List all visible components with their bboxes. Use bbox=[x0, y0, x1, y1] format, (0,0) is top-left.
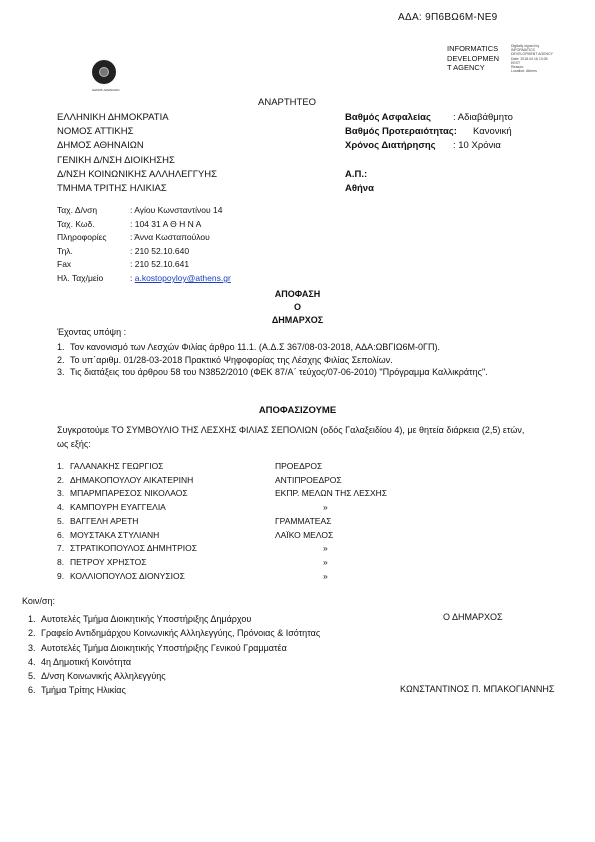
member-name: ΚΑΜΠΟΥΡΗ ΕΥΑΓΓΕΛΙΑ bbox=[70, 502, 166, 513]
priority-value: Κανονική bbox=[473, 126, 512, 138]
email-value bbox=[130, 272, 231, 286]
info-value: : Άννα Κωσταπούλου bbox=[130, 232, 210, 243]
signature-detail-line: EEST bbox=[511, 60, 521, 65]
signature-detail-line: Location: Athens bbox=[511, 69, 537, 74]
considering-text: Το υπ΄αριθμ. 01/28-03-2018 Πρακτικό Ψηφοφορίας της Λέσχης Φιλίας Σεπολίων. bbox=[70, 354, 393, 365]
contact-values bbox=[130, 204, 231, 286]
list-item: 5. Δ/νση Κοινωνικής Αλληλεγγύης bbox=[28, 671, 166, 682]
member-role: ΓΡΑΜΜΑΤΕΑΣ bbox=[275, 515, 332, 526]
distribution-label: Κοιν/ση: bbox=[22, 596, 55, 606]
email-label: Ηλ. Ταχ/μείο bbox=[57, 272, 104, 283]
postcode-label: Ταχ. Κωδ. bbox=[57, 218, 95, 229]
spacer bbox=[345, 154, 457, 168]
distribution-text: Αυτοτελές Τμήμα Διοικητικής Υποστήριξης Δημάρχου bbox=[41, 614, 252, 624]
member-role: » bbox=[323, 502, 328, 513]
intro-paragraph: Συγκροτούμε ΤΟ ΣΥΜΒΟΥΛΙΟ ΤΗΣ ΛΕΣΧΗΣ ΦΙΛΙΑΣ ΣΕΠΟΛΙΩΝ (οδός Γαλαξειδίου 4), με θητεία διάρκεια (2,5) ετών, ως εξής: bbox=[57, 425, 525, 449]
signature-detail-line: Reason: bbox=[511, 65, 525, 70]
retention-label: Χρόνος Διατήρησης bbox=[345, 140, 436, 152]
digital-signature-agency bbox=[447, 44, 499, 73]
member-name: ΠΕΤΡΟΥ ΧΡΗΣΤΟΣ bbox=[70, 556, 147, 567]
header-right-labels bbox=[345, 111, 457, 196]
document-title: ΑΝΑΡΤΗΤΕΟ bbox=[258, 97, 317, 108]
distribution-text: Δ/νση Κοινωνικής Αλληλεγγύης bbox=[41, 671, 166, 682]
signature-detail-line: DEVELOPMENT AGENCY bbox=[511, 52, 553, 57]
priority-label: Βαθμός Προτεραιότητας: bbox=[345, 126, 457, 138]
member-role: ΛΑΪΚΟ ΜΕΛΟΣ bbox=[275, 529, 334, 540]
security-level-value: : Αδιαβάθμητο bbox=[453, 112, 513, 123]
place-label: Αθήνα bbox=[345, 183, 374, 195]
decide-heading: ΑΠΟΦΑΣΙΖΟΥΜΕ bbox=[258, 405, 337, 416]
postcode-value: : 104 31 Α Θ Η Ν Α bbox=[130, 218, 202, 229]
decision-line: Ο bbox=[293, 301, 301, 312]
decision-line: ΑΠΟΦΑΣΗ bbox=[274, 289, 321, 299]
header-left bbox=[57, 111, 217, 196]
distribution-text: 4η Δημοτική Κοινότητα bbox=[41, 656, 132, 667]
table-row: 6. ΜΟΥΣΤΑΚΑ ΣΤΥΛΙΑΝΗ ΛΑΪΚΟ ΜΕΛΟΣ bbox=[57, 529, 387, 543]
distribution-text: Τμήμα Τρίτης Ηλικίας bbox=[41, 685, 126, 696]
member-role: ΑΝΤΙΠΡΟΕΔΡΟΣ bbox=[275, 474, 342, 485]
phone-label: Τηλ. bbox=[57, 245, 73, 256]
table-row: 1. ΓΑΛΑΝΑΚΗΣ ΓΕΩΡΓΙΟΣ ΠΡΟΕΔΡΟΣ bbox=[57, 460, 387, 474]
address-value: : Αγίου Κωνσταντίνου 14 bbox=[130, 205, 223, 215]
email-link[interactable]: a.kostopoyloy@athens.gr bbox=[134, 272, 231, 283]
member-name: ΜΟΥΣΤΑΚΑ ΣΤΥΛΙΑΝΗ bbox=[70, 529, 160, 540]
member-role: » bbox=[323, 556, 328, 567]
signature-title: Ο ΔΗΜΑΡΧΟΣ bbox=[443, 612, 503, 622]
table-row: 2. ΔΗΜΑΚΟΠΟΥΛΟΥ ΑΙΚΑΤΕΡΙΝΗ ΑΝΤΙΠΡΟΕΔΡΟΣ bbox=[57, 474, 387, 488]
email-prefix: : bbox=[130, 272, 135, 283]
signature-detail-line: Digitally signed by bbox=[511, 44, 540, 48]
signature-detail-line: Date: 2018.04.16 13:05 bbox=[511, 56, 548, 61]
list-item: 6. Τμήμα Τρίτης Ηλικίας bbox=[28, 685, 126, 696]
header-line: ΕΛΛΗΝΙΚΗ ΔΗΜΟΚΡΑΤΙΑ bbox=[57, 112, 169, 123]
info-label: Πληροφορίες bbox=[57, 232, 107, 243]
list-item: 1. Αυτοτελές Τμήμα Διοικητικής Υποστήριξης Δημάρχου bbox=[28, 614, 252, 624]
member-role: » bbox=[323, 543, 328, 554]
decision-heading bbox=[0, 288, 595, 326]
header-line: ΝΟΜΟΣ ΑΤΤΙΚΗΣ bbox=[57, 126, 134, 138]
table-row: 7. ΣΤΡΑΤΙΚΟΠΟΥΛΟΣ ΔΗΜΗΤΡΙΟΣ » bbox=[57, 542, 387, 556]
considering-text: Τις διατάξεις του άρθρου 58 του Ν3852/2010 (ΦΕΚ 87/Α΄ τεύχος/07-06-2010) "Πρόγραμμα Καλλικράτης". bbox=[70, 367, 488, 377]
table-row: 8. ΠΕΤΡΟΥ ΧΡΗΣΤΟΣ » bbox=[57, 556, 387, 570]
member-name: ΓΑΛΑΝΑΚΗΣ ΓΕΩΡΓΙΟΣ bbox=[70, 461, 164, 471]
header-line: ΤΜΗΜΑ ΤΡΙΤΗΣ ΗΛΙΚΙΑΣ bbox=[57, 183, 167, 195]
considering-list bbox=[57, 341, 525, 379]
municipality-seal-icon bbox=[92, 60, 116, 84]
member-role: ΕΚΠΡ. ΜΕΛΩΝ ΤΗΣ ΛΕΣΧΗΣ bbox=[275, 488, 388, 499]
digital-signature-details bbox=[511, 44, 553, 73]
considering-text: Τον κανονισμό των Λεσχών Φιλίας άρθρο 11.1. (Α.Δ.Σ 367/08-03-2018, ΑΔΑ:ΩΒΓΙΩ6Μ-0ΓΠ). bbox=[70, 342, 440, 352]
list-item: 4. 4η Δημοτική Κοινότητα bbox=[28, 656, 132, 667]
agency-line: INFORMATICS bbox=[447, 44, 499, 53]
member-role: ΠΡΟΕΔΡΟΣ bbox=[275, 461, 323, 471]
distribution-text: Γραφείο Αντιδημάρχου Κοινωνικής Αλληλεγγύης, Πρόνοιας & Ισότητας bbox=[41, 628, 321, 639]
member-name: ΣΤΡΑΤΙΚΟΠΟΥΛΟΣ ΔΗΜΗΤΡΙΟΣ bbox=[70, 543, 197, 554]
table-row: 5. ΒΑΓΓΕΛΗ ΑΡΕΤΗ ΓΡΑΜΜΑΤΕΑΣ bbox=[57, 515, 387, 529]
member-name: ΔΗΜΑΚΟΠΟΥΛΟΥ ΑΙΚΑΤΕΡΙΝΗ bbox=[70, 474, 194, 485]
list-item: 2. Το υπ΄αριθμ. 01/28-03-2018 Πρακτικό Ψηφοφορίας της Λέσχης Φιλίας Σεπολίων. bbox=[57, 354, 393, 365]
table-row: 4. ΚΑΜΠΟΥΡΗ ΕΥΑΓΓΕΛΙΑ » bbox=[57, 501, 387, 515]
table-row: 9. ΚΟΛΛΙΟΠΟΥΛΟΣ ΔΙΟΝΥΣΙΟΣ » bbox=[57, 570, 387, 584]
retention-value: : 10 Χρόνια bbox=[453, 140, 501, 152]
signature-detail-line: INFORMATICS bbox=[511, 48, 535, 53]
member-name: ΚΟΛΛΙΟΠΟΥΛΟΣ ΔΙΟΝΥΣΙΟΣ bbox=[70, 570, 185, 581]
agency-line: T AGENCY bbox=[447, 63, 485, 72]
fax-label: Fax bbox=[57, 259, 72, 270]
list-item: 2. Γραφείο Αντιδημάρχου Κοινωνικής Αλληλεγγύης, Πρόνοιας & Ισότητας bbox=[28, 628, 321, 639]
ada-code: ΑΔΑ: 9Π6ΒΩ6Μ-ΝΕ9 bbox=[398, 12, 498, 23]
member-role: » bbox=[323, 570, 328, 581]
protocol-label: Α.Π.: bbox=[345, 168, 368, 180]
decision-line: ΔΗΜΑΡΧΟΣ bbox=[271, 314, 324, 325]
considering-label: Έχοντας υπόψη : bbox=[57, 327, 127, 337]
phone-value: : 210 52.10.640 bbox=[130, 245, 190, 256]
members-list bbox=[57, 460, 387, 583]
header-right-values bbox=[453, 111, 513, 154]
distribution-text: Αυτοτελές Τμήμα Διοικητικής Υποστήριξης Γενικού Γραμματέα bbox=[41, 642, 287, 653]
seal-caption: ΔΗΜΟΣ ΑΘΗΝΑΙΩΝ bbox=[92, 88, 120, 92]
table-row: 3. ΜΠΑΡΜΠΑΡΕΣΟΣ ΝΙΚΟΛΑΟΣ ΕΚΠΡ. ΜΕΛΩΝ ΤΗΣ ΛΕΣΧΗΣ bbox=[57, 487, 387, 501]
member-name: ΜΠΑΡΜΠΑΡΕΣΟΣ ΝΙΚΟΛΑΟΣ bbox=[70, 488, 188, 499]
distribution-list bbox=[28, 612, 320, 698]
header-line: ΓΕΝΙΚΗ Δ/ΝΣΗ ΔΙΟΙΚΗΣΗΣ bbox=[57, 154, 175, 166]
header-line: ΔΗΜΟΣ ΑΘΗΝΑΙΩΝ bbox=[57, 140, 144, 152]
security-level-label: Βαθμός Ασφαλείας bbox=[345, 112, 431, 123]
member-name: ΒΑΓΓΕΛΗ ΑΡΕΤΗ bbox=[70, 515, 139, 526]
list-item: 3. Τις διατάξεις του άρθρου 58 του Ν3852/2010 (ΦΕΚ 87/Α΄ τεύχος/07-06-2010) "Πρόγραμμα Καλλικράτης". bbox=[57, 367, 488, 377]
agency-line: DEVELOPMEN bbox=[447, 53, 500, 63]
list-item: 1. Τον κανονισμό των Λεσχών Φιλίας άρθρο 11.1. (Α.Δ.Σ 367/08-03-2018, ΑΔΑ:ΩΒΓΙΩ6Μ-0ΓΠ). bbox=[57, 342, 440, 352]
fax-value: : 210 52.10.641 bbox=[130, 259, 190, 270]
header-line: Δ/ΝΣΗ ΚΟΙΝΩΝΙΚΗΣ ΑΛΛΗΛΕΓΓΥΗΣ bbox=[57, 168, 218, 180]
list-item: 3. Αυτοτελές Τμήμα Διοικητικής Υποστήριξης Γενικού Γραμματέα bbox=[28, 642, 287, 653]
contact-labels bbox=[57, 204, 107, 286]
address-label: Ταχ. Δ/νση bbox=[57, 205, 98, 215]
signature-name: ΚΩΝΣΤΑΝΤΙΝΟΣ Π. ΜΠΑΚΟΓΙΑΝΝΗΣ bbox=[400, 684, 555, 694]
